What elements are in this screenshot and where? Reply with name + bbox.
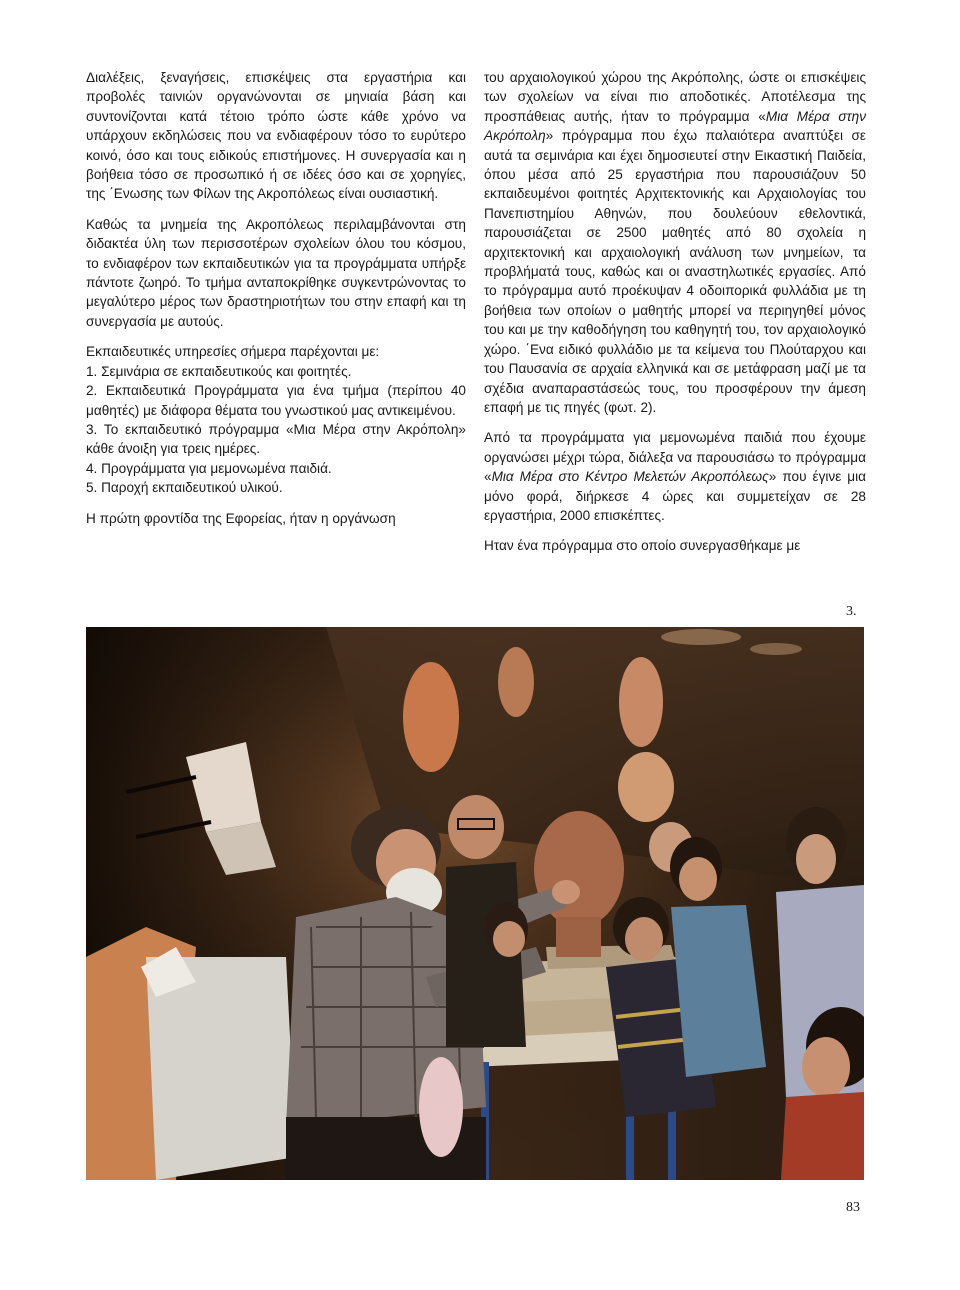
page-number: 83 [846, 1200, 860, 1215]
paragraph [484, 428, 866, 525]
list-item: 1. Σεμινάρια σε εκπαιδευτικούς και φοιτητές. [86, 363, 352, 379]
text-run: » πρόγραμμα που έχω παλαιότερα αναπτύξει σε αυτά τα σεμινάρια και έχει δημοσιευτεί στην Εικαστική Παιδεία, όπου μέσα από 25 εργαστήρια που παρουσιάζουν 50 εκπαιδευμένοι φοιτητές Αρχιτεκτονικής και Αρχαιολογίας του Πανεπιστημίου Αθηνών, που δουλεύουν εθελοντικά, παρουσιάζεται σε 2500 μαθητές από 80 σχολεία η αρχιτεκτονική και αρχαιολογική ανάλυση των μνημείων, τα προβλήματά τους, καθώς και οι αναστηλωτικές εργασίες. Από το πρόγραμμα αυτό προέκυψαν 4 οδοιπορικά φυλλάδια με τη βοήθεια των οποίων ο μαθητής μπορεί να περιηγηθεί μόνος του και με την καθοδήγηση του καθηγητή του, τον αρχαιολογικό χώρο. ΄Ενα ειδικό φυλλάδιο με τα κείμενα του Πλούταρχου και του Παυσανία σε αρχαία ελληνικά και σε μετάφραση μαζί με τα σχέδια αναπαραστάσεώς τους, του προσφέρουν την άμεση επαφή με τις πηγές (φωτ. 2). [484, 128, 866, 415]
program-title: Μια Μέρα στην Ακρόπολη [484, 108, 866, 144]
text-run: Από τα προγράμματα για μεμονωμένα παιδιά που έχουμε οργανώσει μέχρι τώρα, διάλεξα να παρουσιάσω το πρόγραμμα « [484, 430, 866, 485]
list-intro: Εκπαιδευτικές υπηρεσίες σήμερα παρέχονται με: [86, 344, 380, 360]
paragraph: Ηταν ένα πρόγραμμα στο οποίο συνεργασθήκαμε με [484, 538, 801, 554]
workshop-photo [86, 627, 864, 1180]
photo-illustration [86, 627, 864, 1180]
list-item: 2. Εκπαιδευτικά Προγράμματα για ένα τμήμα (περίπου 40 μαθητές) με διάφορα θέματα του γνωστικού μας αντικειμένου. [86, 383, 466, 418]
list-item: 4. Προγράμματα για μεμονωμένα παιδιά. [86, 460, 332, 476]
left-text-column [86, 68, 466, 528]
paragraph: Η πρώτη φροντίδα της Εφορείας, ήταν η οργάνωση [86, 510, 396, 526]
text-run: » που έγινε μια μόνο φορά, διήρκεσε 4 ώρες και συμμετείχαν σε 28 εργαστήρια, 2000 επισκέπτες. [484, 469, 866, 523]
list-item: 3. Το εκπαιδευτικό πρόγραμμα «Μια Μέρα στην Ακρόπολη» κάθε άνοιξη για τρεις ημέρες. [86, 421, 466, 457]
figure-number: 3. [846, 604, 857, 619]
list-item: 5. Παροχή εκπαιδευτικού υλικού. [86, 480, 283, 496]
paragraph [484, 68, 866, 417]
right-text-column [484, 68, 866, 556]
services-list [86, 342, 466, 497]
paragraph: Διαλέξεις, ξεναγήσεις, επισκέψεις στα εργαστήρια και προβολές ταινιών οργανώνονται σε μηνιαία βάση και συντονίζονται κατά τέτοιο τρόπο ώστε κάθε χρόνο να υπάρχουν εκδηλώσεις που να ενδιαφέρουν τόσο το ευρύτερο κοινό, όσο και τους ειδικούς επιστήμονες. Η συνεργασία και η βοήθεια τόσο σε προσωπικό ή σε ιδέες όσο και σε χορηγίες, της ΄Ενωσης των Φίλων της Ακροπόλεως είναι ουσιαστική. [86, 70, 466, 202]
paragraph: Καθώς τα μνημεία της Ακροπόλεως περιλαμβάνονται στη διδακτέα ύλη των περισσοτέρων σχολείων όλου του κόσμου, το ενδιαφέρον των εκπαιδευτικών για τα προγράμματα υπήρξε πάντοτε ζωηρό. Το τμήμα ανταποκρίθηκε συγκεντρώνοντας το μεγαλύτερο μέρος των δραστηριοτήτων του στην επαφή και τη συνεργασία με αυτούς. [86, 216, 466, 329]
text-run: του αρχαιολογικού χώρου της Ακρόπολης, ώστε οι επισκέψεις των σχολείων να είναι πιο αποδοτικές. Αποτέλεσμα της προσπάθειας αυτής, ήταν το πρόγραμμα « [484, 70, 866, 124]
program-title: Μια Μέρα στο Κέντρο Μελετών Ακροπόλεως [491, 469, 769, 485]
